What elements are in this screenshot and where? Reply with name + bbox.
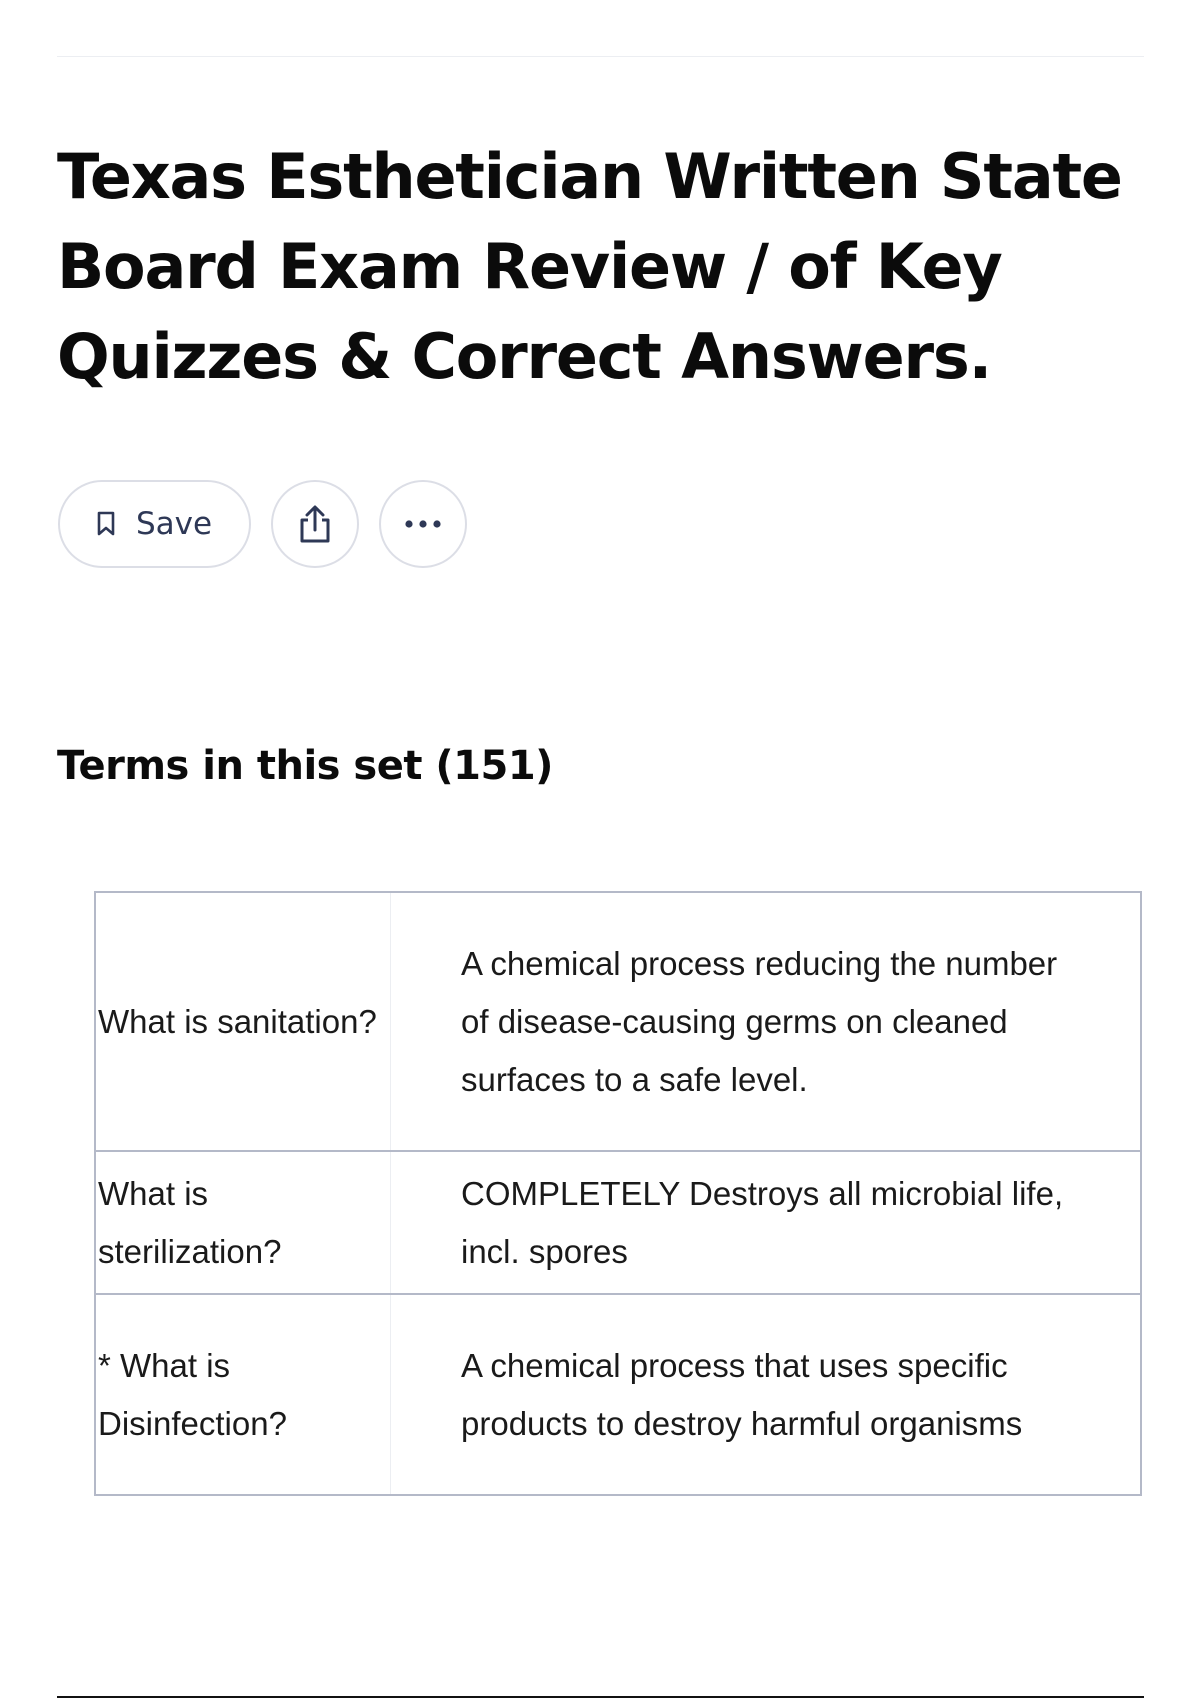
save-button[interactable]: [58, 480, 251, 568]
term-cell: * What is Disinfection?: [95, 1294, 391, 1495]
page-title: Texas Esthetician Written State Board Exam Review / of Key Quizzes & Correct Answers.: [57, 140, 1122, 393]
save-button-label: Save: [136, 506, 213, 542]
more-options-icon: [403, 519, 443, 529]
definition-cell: COMPLETELY Destroys all microbial life, incl. spores: [391, 1151, 1142, 1294]
bookmark-icon: [96, 511, 116, 537]
share-button[interactable]: [271, 480, 359, 568]
term-cell: What is sterilization?: [95, 1151, 391, 1294]
top-divider: [57, 56, 1144, 57]
term-cell: What is sanitation?: [95, 892, 391, 1151]
definition-cell: A chemical process reducing the number of disease-causing germs on cleaned surfaces to a safe level.: [391, 892, 1142, 1151]
action-bar: [58, 480, 467, 568]
table-row: [95, 1151, 1141, 1294]
share-icon: [297, 504, 333, 544]
more-options-button[interactable]: [379, 480, 467, 568]
terms-count-heading: Terms in this set (151): [57, 743, 553, 789]
bottom-divider: [57, 1696, 1144, 1698]
definition-cell: A chemical process that uses specific products to destroy harmful organisms: [391, 1294, 1142, 1495]
table-row: [95, 1294, 1141, 1495]
terms-table: [94, 891, 1142, 1496]
table-row: [95, 892, 1141, 1151]
